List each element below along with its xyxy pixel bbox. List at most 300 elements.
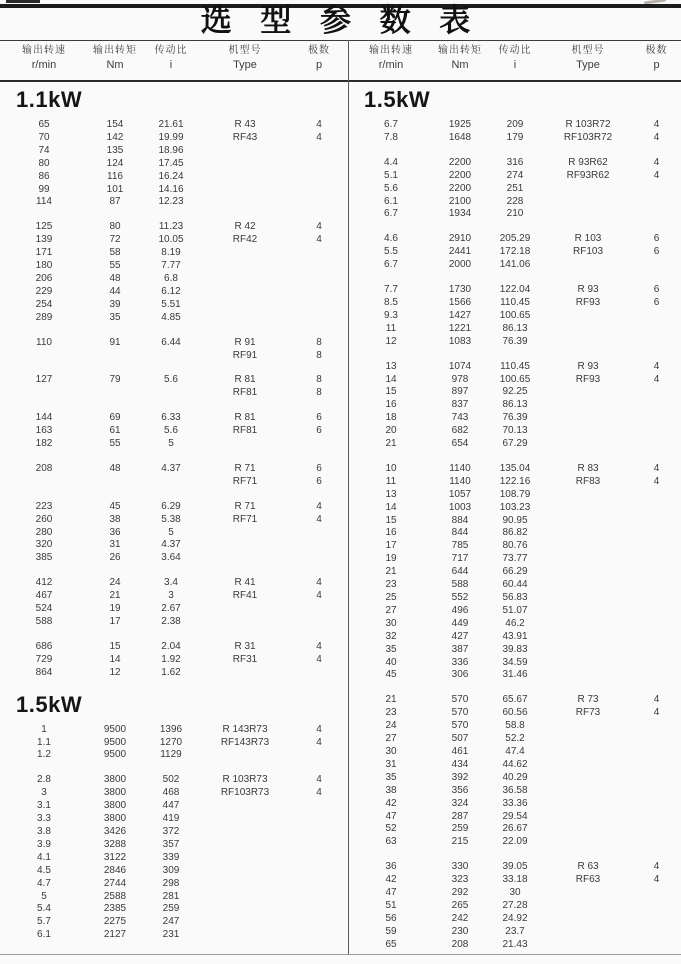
table-cell (544, 386, 632, 399)
bottom-rule (0, 954, 681, 955)
table-row (0, 337, 348, 350)
table-cell (632, 605, 681, 618)
table-cell (88, 350, 142, 363)
table-row (0, 312, 348, 325)
table-cell (632, 540, 681, 553)
table-cell: R 81 (234, 412, 256, 424)
table-cell: 16 (385, 399, 397, 411)
table-cell: 12 (385, 335, 397, 347)
table-cell: 5 (41, 890, 47, 902)
table-cell: RF41 (232, 590, 258, 602)
table-cell: 36 (109, 526, 121, 538)
table-cell: 2100 (448, 195, 472, 207)
table-cell: 110.45 (500, 360, 530, 372)
table-cell (632, 310, 681, 323)
table-cell: 223 (35, 500, 53, 512)
table-cell (290, 438, 348, 451)
table-cell: 1925 (448, 119, 472, 130)
table-cell: 13 (385, 488, 397, 500)
table-cell: 21 (385, 566, 397, 578)
table-cell: 6.7 (384, 259, 398, 271)
table-cell (290, 865, 348, 878)
table-cell: 15 (109, 640, 121, 652)
table-cell: 5.38 (161, 513, 181, 525)
table-cell: 135.04 (499, 462, 531, 474)
table-cell (544, 579, 632, 592)
table-cell: 2.67 (161, 603, 181, 615)
table-cell: 33.36 (502, 797, 528, 809)
table-cell: 1074 (448, 360, 472, 372)
table-cell (200, 145, 290, 158)
table-cell: 116 (107, 170, 123, 182)
table-cell: 10 (385, 462, 397, 474)
table-cell: 8 (316, 336, 322, 348)
table-cell: 4.85 (161, 311, 181, 323)
table-row (348, 438, 681, 451)
section-heading: 1.5kW (364, 87, 431, 112)
table-cell (632, 425, 681, 438)
table-row (0, 878, 348, 891)
table-cell (200, 312, 290, 325)
table-cell: 461 (451, 745, 469, 757)
table-cell: 35 (385, 771, 397, 783)
table-row (348, 566, 681, 579)
table-row (348, 425, 681, 438)
table-cell: 35 (109, 311, 121, 323)
table-cell: 127 (35, 374, 53, 386)
table-cell: 5.1 (384, 169, 398, 181)
table-cell (544, 811, 632, 824)
table-cell: 6.29 (161, 500, 181, 512)
table-row (0, 903, 348, 916)
table-row (0, 852, 348, 865)
right-table (348, 84, 681, 964)
table-row (348, 900, 681, 913)
table-cell (544, 566, 632, 579)
table-cell (632, 592, 681, 605)
page-title: 选 型 参 数 表 (200, 3, 481, 38)
table-cell: R 71 (234, 462, 256, 474)
table-cell: 467 (35, 590, 53, 602)
table-cell: 4 (653, 360, 660, 372)
table-cell: 372 (162, 825, 180, 837)
table-cell: R 81 (234, 374, 256, 386)
table-cell: 1140 (449, 475, 471, 487)
table-cell: 30 (509, 887, 521, 899)
table-cell: RF73 (575, 707, 601, 719)
table-cell (290, 878, 348, 891)
table-block (348, 157, 681, 222)
table-cell (544, 515, 632, 528)
table-cell: 4.37 (161, 462, 181, 474)
table-cell (290, 196, 348, 209)
table-row (348, 874, 681, 887)
table-row (348, 310, 681, 323)
table-row (348, 618, 681, 631)
table-cell: 154 (106, 119, 124, 130)
table-cell: 144 (35, 412, 53, 424)
section-heading: 1.5kW (16, 691, 83, 717)
table-cell: 5.4 (37, 903, 51, 915)
table-row (0, 171, 348, 184)
table-row (348, 939, 681, 952)
table-block (0, 774, 348, 942)
table-cell: R 143R73 (222, 723, 268, 735)
table-cell: 2127 (103, 929, 127, 941)
table-row (348, 502, 681, 515)
table-cell: 8.19 (161, 247, 181, 259)
table-cell: 92.25 (502, 386, 528, 398)
table-row (0, 539, 348, 552)
table-cell: 7.77 (161, 260, 181, 272)
table-cell: 122.16 (499, 475, 531, 487)
table-row (0, 463, 348, 476)
table-cell: 15 (385, 386, 397, 398)
table-cell: 419 (162, 813, 180, 825)
table-cell: RF43 (232, 131, 258, 143)
header-output-torque: 输出转矩 Nm (438, 45, 482, 71)
header-poles: 极数 p (645, 45, 668, 71)
table-cell: RF81 (232, 425, 258, 437)
table-cell: 1.2 (37, 749, 51, 761)
table-row (348, 183, 681, 196)
table-cell: 61 (109, 425, 121, 437)
table-cell: 242 (451, 912, 469, 924)
table-cell: 172.18 (499, 246, 531, 258)
table-cell (544, 887, 632, 900)
table-cell: 27 (385, 733, 397, 745)
table-cell: 5.6 (164, 425, 178, 437)
table-cell: 524 (35, 603, 53, 615)
table-cell (632, 733, 681, 746)
table-cell (142, 476, 200, 489)
table-row (0, 891, 348, 904)
table-cell (200, 286, 290, 299)
table-cell (544, 183, 632, 196)
table-cell (290, 667, 348, 680)
table-block (348, 861, 681, 951)
table-cell (632, 720, 681, 733)
table-cell (544, 939, 632, 952)
header-output-speed: 输出转速 r/min (369, 45, 413, 71)
table-row (348, 361, 681, 374)
table-cell: 280 (35, 526, 53, 538)
table-cell: 79 (109, 374, 121, 386)
table-cell: 2910 (448, 233, 472, 245)
table-cell (544, 798, 632, 811)
table-block (348, 119, 681, 145)
table-row (348, 836, 681, 849)
table-cell: 336 (451, 656, 469, 668)
table-cell: 4 (653, 373, 660, 385)
table-cell: RF31 (232, 653, 258, 665)
table-cell: 3.8 (37, 825, 51, 837)
table-cell: 265 (451, 899, 469, 911)
table-cell (632, 196, 681, 209)
table-cell (544, 425, 632, 438)
table-cell: 59 (385, 925, 397, 937)
table-cell (544, 438, 632, 451)
table-cell: 231 (162, 929, 180, 941)
table-cell: RF42 (232, 234, 258, 246)
table-cell: 4 (316, 653, 322, 665)
table-row (348, 540, 681, 553)
table-cell: 39.83 (502, 643, 528, 655)
table-cell: 31.46 (502, 669, 528, 681)
table-cell: 274 (506, 169, 524, 181)
table-cell: RF83 (575, 475, 601, 487)
table-cell (544, 527, 632, 540)
table-cell: 6.7 (384, 119, 398, 130)
table-row (348, 399, 681, 412)
table-cell: 4 (653, 707, 660, 719)
table-cell (632, 811, 681, 824)
table-cell (632, 913, 681, 926)
table-row (0, 787, 348, 800)
table-cell: 58 (109, 247, 121, 259)
table-cell: 23.7 (505, 925, 525, 937)
table-cell: 4 (316, 119, 322, 130)
table-cell: 2200 (448, 182, 472, 194)
table-cell (632, 939, 681, 952)
table-cell (632, 772, 681, 785)
table-cell: 3426 (103, 825, 127, 837)
table-cell: RF103R72 (563, 131, 613, 143)
table-cell: 86 (38, 170, 50, 182)
table-cell: 287 (451, 810, 469, 822)
table-cell: R 91 (234, 336, 256, 348)
table-cell (544, 900, 632, 913)
table-cell (290, 299, 348, 312)
table-row (348, 233, 681, 246)
table-row (348, 489, 681, 502)
table-cell (290, 916, 348, 929)
table-cell: 1396 (159, 723, 183, 735)
table-cell (632, 759, 681, 772)
table-cell (544, 657, 632, 670)
table-cell (200, 813, 290, 826)
table-cell: 100.65 (499, 309, 531, 321)
header-ratio: 传动比 i (154, 45, 188, 71)
table-cell: 4 (316, 500, 322, 512)
table-cell: 4.4 (384, 156, 398, 168)
table-cell: 588 (35, 616, 53, 627)
table-cell: 6.1 (37, 929, 51, 941)
table-row (0, 119, 348, 132)
table-block (0, 374, 348, 400)
table-cell: 110.45 (500, 296, 530, 308)
table-row (0, 412, 348, 425)
table-cell: R 93 (577, 360, 599, 372)
table-cell: 99 (38, 183, 50, 195)
table-cell: 4 (316, 221, 322, 233)
table-cell (290, 891, 348, 904)
table-cell: RF93 (575, 296, 601, 308)
table-row (348, 259, 681, 272)
table-row (348, 785, 681, 798)
table-row (0, 260, 348, 273)
table-cell: 11 (385, 322, 397, 334)
table-row (348, 170, 681, 183)
table-cell: R 93R62 (568, 156, 608, 168)
table-cell (544, 489, 632, 502)
table-cell: 24 (109, 577, 121, 589)
table-cell: 87 (109, 196, 121, 208)
table-cell (200, 916, 290, 929)
table-cell: 125 (35, 221, 53, 233)
table-cell: 6.8 (164, 272, 178, 284)
table-cell: 42 (385, 797, 397, 809)
table-cell: 36.58 (502, 784, 528, 796)
table-row (0, 552, 348, 565)
table-cell: 14 (385, 373, 397, 385)
table-cell: 884 (451, 514, 469, 526)
table-cell: 19.99 (158, 131, 184, 143)
table-cell: 14 (385, 501, 397, 513)
table-cell: 110 (36, 336, 52, 348)
table-cell: 6 (316, 412, 322, 424)
table-cell: 4 (316, 787, 322, 799)
table-cell (290, 749, 348, 762)
table-cell (544, 310, 632, 323)
table-cell (632, 515, 681, 528)
table-row (0, 800, 348, 813)
table-row (0, 299, 348, 312)
table-cell: 38 (109, 513, 121, 525)
table-cell: 5.6 (164, 374, 178, 386)
table-row (0, 667, 348, 680)
table-cell: RF71 (232, 513, 258, 525)
table-cell: 135 (106, 144, 124, 156)
table-cell (200, 527, 290, 540)
table-cell (200, 903, 290, 916)
table-cell (142, 350, 200, 363)
table-cell (200, 929, 290, 942)
table-cell (200, 184, 290, 197)
table-row (0, 425, 348, 438)
table-cell: 141.06 (499, 259, 531, 271)
table-cell: 316 (506, 156, 524, 168)
table-row (0, 813, 348, 826)
table-cell: 19 (385, 553, 397, 565)
table-cell: 65 (38, 119, 50, 130)
table-row (0, 616, 348, 629)
table-cell: 324 (451, 797, 469, 809)
table-cell (290, 273, 348, 286)
table-cell (632, 553, 681, 566)
table-cell: 60.56 (502, 707, 528, 719)
table-block (348, 233, 681, 272)
table-cell: 72 (109, 234, 121, 246)
table-cell: RF91 (232, 349, 258, 361)
table-cell (290, 184, 348, 197)
table-cell: 6.7 (384, 208, 398, 220)
table-cell (544, 720, 632, 733)
table-cell: 1221 (448, 322, 472, 334)
table-row (0, 132, 348, 145)
table-row (348, 515, 681, 528)
table-cell: 4 (653, 694, 660, 706)
table-cell: 48 (109, 272, 121, 284)
table-row (348, 811, 681, 824)
table-cell: 86.13 (502, 399, 528, 411)
header-output-speed: 输出转速 r/min (22, 45, 66, 71)
table-cell: 1648 (448, 131, 472, 143)
table-row (348, 592, 681, 605)
table-row (0, 158, 348, 171)
table-cell: 306 (451, 669, 469, 681)
table-cell: R 83 (577, 462, 599, 474)
table-cell (200, 273, 290, 286)
table-row (0, 145, 348, 158)
table-cell: 260 (35, 513, 53, 525)
table-cell (200, 552, 290, 565)
table-row (0, 724, 348, 737)
table-block (0, 577, 348, 629)
table-cell: 66.29 (502, 566, 528, 578)
table-cell: 23 (385, 707, 397, 719)
table-cell (290, 145, 348, 158)
table-row (0, 774, 348, 787)
table-cell: 30 (385, 745, 397, 757)
table-cell (290, 171, 348, 184)
table-cell: 4 (316, 234, 322, 246)
table-cell (632, 336, 681, 349)
table-cell: 23 (385, 579, 397, 591)
table-cell (632, 502, 681, 515)
table-cell: 230 (451, 925, 469, 937)
table-cell: 43.91 (502, 630, 528, 642)
table-cell: 588 (451, 579, 469, 591)
table-block (0, 119, 348, 209)
table-cell: RF103R73 (220, 787, 270, 799)
table-cell: 16.24 (158, 170, 184, 182)
table-cell (200, 438, 290, 451)
table-cell (544, 759, 632, 772)
table-cell: 897 (451, 386, 469, 398)
table-cell: 3800 (103, 774, 127, 786)
table-cell (200, 865, 290, 878)
table-cell: 10.05 (158, 234, 184, 246)
table-cell: 73.77 (502, 553, 528, 565)
table-cell: 21.43 (502, 938, 528, 950)
table-cell: RF63 (575, 874, 601, 886)
table-cell (632, 208, 681, 221)
table-cell (544, 669, 632, 682)
table-cell: 209 (506, 119, 524, 130)
table-cell: 58.8 (505, 720, 525, 732)
table-row (348, 527, 681, 540)
table-cell: 26.67 (502, 823, 528, 835)
table-cell: 2.8 (37, 774, 51, 786)
table-cell: 3800 (103, 787, 127, 799)
table-cell (544, 323, 632, 336)
table-cell: 6 (653, 246, 660, 258)
table-cell: 179 (506, 131, 524, 143)
table-cell (290, 616, 348, 629)
table-cell: 86.13 (502, 322, 528, 334)
table-cell: 5.6 (384, 182, 398, 194)
table-cell (200, 749, 290, 762)
table-cell: 206 (35, 272, 53, 284)
table-cell: 298 (162, 877, 180, 889)
table-cell: RF103 (572, 246, 603, 258)
table-cell: 259 (162, 903, 180, 915)
table-cell (632, 489, 681, 502)
table-row (0, 916, 348, 929)
table-cell: 4 (653, 874, 660, 886)
table-cell: RF81 (232, 387, 258, 399)
